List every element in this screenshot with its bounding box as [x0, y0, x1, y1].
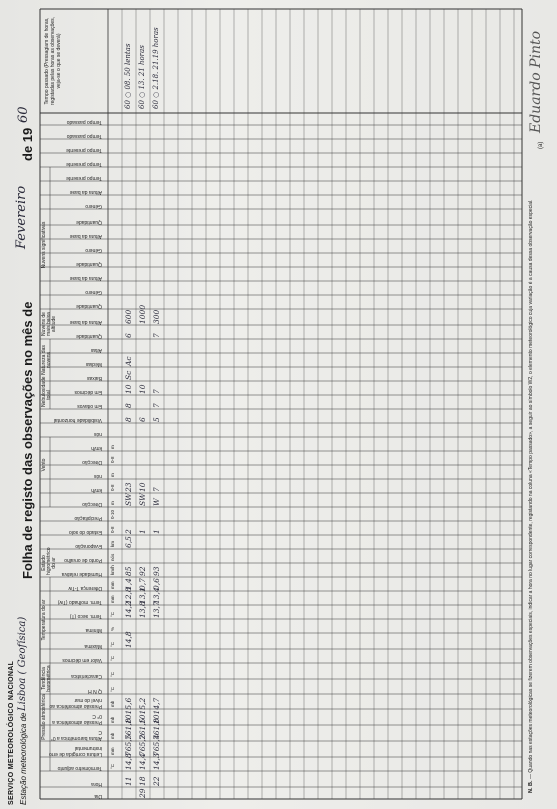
column-header: Altura da base: [69, 233, 102, 239]
unit-label: °C: [110, 763, 115, 769]
column-group-header: Estado higrométrico do ar: [41, 547, 57, 575]
cell-seco: 13,8: [138, 601, 147, 618]
column-header: Baixas: [86, 375, 102, 381]
column-header: Altura da base: [69, 275, 102, 281]
month-value: Fevereiro: [14, 185, 29, 249]
cell-oitavos: 8: [124, 403, 133, 408]
column-header: Ponto de orvalho: [64, 557, 102, 563]
cell-dif: 0,7: [138, 578, 147, 590]
column-header: Q N H: [88, 688, 102, 694]
column-header: Dia: [94, 793, 102, 799]
unit-label: %: [110, 626, 115, 631]
column-header: Quantidade: [76, 333, 102, 339]
station-value: Lisboa ( Geofísica): [17, 616, 28, 711]
cell-maxima: 14,8: [124, 631, 133, 648]
cell-vis: 5: [152, 417, 161, 422]
column-header: Género: [85, 247, 102, 253]
column-header: nós: [93, 473, 102, 479]
column-group-header: Natureza das nuvens: [41, 345, 52, 375]
cell-dia: 29: [138, 788, 147, 798]
cell-evap: 6,5: [124, 536, 133, 548]
column-header: km/h: [91, 487, 102, 493]
column-header: Género: [85, 289, 102, 295]
cell-tempo-passado: 60 ○ 2.18. 21.19 horas: [152, 27, 160, 109]
footnote-label: N. B.: [528, 780, 534, 793]
column-header: Term. molhado (Tw): [57, 599, 102, 605]
cell-altura: 761,8: [152, 718, 161, 740]
column-header: Direcção: [82, 459, 102, 465]
footnote: — Quando nas estações meteorológicas se fizerem observações especiais, indicar a hora no lugar correspondente, registando na coluna «Tempo passado», a seguir ao símbolo W2, o elemento meteorológico cuja variação é a causa dessa observação especial.: [528, 199, 534, 779]
cell-humidade: 85: [124, 566, 133, 576]
cell-dif: 0,6: [152, 578, 161, 590]
column-header: Máxima: [84, 643, 102, 649]
cell-hora: 22: [152, 776, 161, 786]
year-prefix: de 19: [20, 127, 35, 161]
unit-label: °C: [110, 611, 115, 617]
column-header: Hora: [91, 781, 102, 787]
station-label: Estação meteorológica de: [19, 712, 28, 805]
cell-vis: 8: [124, 417, 133, 422]
column-group-header: Nebulosidade total: [41, 376, 52, 407]
cell-quant: 6: [124, 333, 133, 338]
column-group-header: Tendência barométrica: [41, 665, 52, 692]
unit-label: km: [110, 541, 115, 547]
unit-label: °C: [110, 671, 115, 677]
cell-leitura: 765,4: [152, 734, 161, 756]
cell-medias: Ac: [124, 356, 133, 366]
cell-solo: 2: [124, 529, 133, 534]
cell-vel: 23: [124, 482, 133, 492]
unit-label: 0-8: [110, 456, 115, 463]
column-header: Visibilidade horizontal: [53, 417, 102, 423]
cell-leitura: 765,5: [124, 734, 133, 756]
column-header: Quantidade: [76, 303, 102, 309]
column-header: Estado do solo: [68, 529, 102, 535]
column-group-header: Nuvens significativas: [41, 221, 47, 269]
unit-label: 0-8: [110, 484, 115, 491]
column-header: Tempo passado: [66, 119, 102, 125]
column-group-header: Pressão atmosférica: [41, 694, 47, 740]
column-header: Leitura corrigida de erro instrumental: [48, 745, 102, 757]
cell-molhado: 13,4: [152, 587, 161, 604]
cell-dir: SW: [138, 493, 147, 506]
unit-label: m: [110, 445, 115, 449]
tempo-passado-header: Tempo passado (Pressagiam de horas, registadas pelas horas as observações, veja-se o que se deverá): [44, 16, 62, 106]
cell-dif: 1,4: [124, 578, 133, 590]
cell-quant: 7: [152, 333, 161, 338]
cell-base: 600: [124, 309, 133, 324]
cell-vis: 6: [138, 417, 147, 422]
unit-label: m: [110, 501, 115, 505]
column-header: Altura da base: [69, 189, 102, 195]
page-title: Folha de registo das observações no mês de: [20, 301, 35, 579]
cell-tempo-passado: 60 ○ 08. 50 lentas: [124, 43, 132, 109]
cell-hora: 11: [124, 776, 133, 786]
cell-dir: W: [152, 498, 161, 506]
column-header: km/h: [91, 445, 102, 451]
unit-label: 0-8: [110, 526, 115, 533]
cell-altura: 761,8: [124, 718, 133, 740]
signature: Eduardo Pinto: [528, 30, 544, 133]
cell-baixas: Sc: [124, 370, 133, 380]
unit-label: nós: [110, 553, 115, 561]
cell-seco: 14,2: [124, 601, 133, 618]
cell-solo: 1: [152, 529, 161, 534]
cell-dir: SW: [124, 493, 133, 506]
column-group-header: Temperatura do ar: [41, 599, 47, 641]
unit-label: °C: [110, 655, 115, 661]
column-header: Altas: [90, 347, 102, 353]
column-group-header: Vento: [41, 458, 47, 472]
unit-label: mm: [110, 581, 115, 589]
signature-label: (a): [538, 141, 544, 149]
cell-base: 300: [152, 309, 161, 324]
cell-decimos: 10: [138, 384, 147, 394]
cell-pressao: 1014,7: [152, 697, 161, 724]
cell-termometro: 14,3: [152, 753, 161, 770]
column-header: Evaporação: [75, 543, 102, 549]
column-group-header: Nuvens de mais baixa altitude: [41, 312, 57, 336]
column-header: Altura da base: [69, 319, 102, 325]
column-header: Característica: [71, 673, 102, 679]
unit-label: m: [110, 473, 115, 477]
cell-decimos: 7: [152, 389, 161, 394]
unit-label: 0-10: [110, 509, 115, 519]
cell-altura: 761,5: [138, 718, 147, 740]
unit-label: mb: [110, 732, 115, 739]
column-header: Quantidade: [76, 261, 102, 267]
cell-molhado: 12,8: [124, 587, 133, 604]
cell-molhado: 13,1: [138, 587, 147, 604]
column-header: Direcção: [82, 501, 102, 507]
column-header: Em oitavos: [77, 403, 102, 409]
cell-tempo-passado: 60 ○ 13. 21 horas: [138, 45, 146, 109]
column-header: Tempo passado: [66, 133, 102, 139]
cell-solo: 1: [138, 529, 147, 534]
unit-label: mb: [110, 716, 115, 723]
column-header: Tempo presente: [66, 147, 102, 153]
column-header: Médias: [85, 361, 102, 367]
column-header: Valor em décimos: [62, 657, 102, 663]
unit-label: °C: [110, 686, 115, 692]
cell-humidade: 93: [152, 566, 161, 576]
cell-pressao: 1015,6: [124, 697, 133, 724]
column-header: Quantidade: [76, 219, 102, 225]
cell-vel: 10: [138, 482, 147, 492]
cell-base: 1000: [138, 304, 147, 324]
service-name: SERVIÇO METEOROLÓGICO NACIONAL: [8, 660, 15, 805]
unit-label: mm: [110, 747, 115, 755]
unit-label: mm: [110, 595, 115, 603]
cell-hora: 18: [138, 776, 147, 786]
year-value: 60: [16, 106, 31, 123]
column-header: Altura barométrica a 0° C: [50, 729, 102, 741]
cell-vel: 7: [152, 487, 161, 492]
unit-label: mb: [110, 700, 115, 707]
cell-humidade: 92: [138, 566, 147, 576]
cell-pressao: 1015,2: [138, 697, 147, 724]
column-header: Pressão atmosférica a 0° C: [52, 713, 102, 725]
cell-termometro: 14,4: [138, 753, 147, 770]
column-header: Termómetro adjunto: [57, 765, 102, 771]
unit-label: km/h: [110, 565, 115, 575]
column-header: Tempo presente: [66, 175, 102, 181]
column-header: Tempo presente: [66, 161, 102, 167]
cell-seco: 13,7: [152, 601, 161, 618]
column-header: Humidade relativa: [61, 571, 102, 577]
column-header: Precipitação: [74, 515, 102, 521]
column-header: Em décimos: [74, 389, 102, 395]
column-header: Género: [85, 203, 102, 209]
column-header: nós: [93, 431, 102, 437]
unit-label: °C: [110, 641, 115, 647]
column-header: Pressão atmosférica ao nível do mar: [49, 697, 102, 709]
cell-decimos: 10: [124, 384, 133, 394]
cell-termometro: 14,8: [124, 753, 133, 770]
column-header: Term. seco (T): [69, 613, 102, 619]
column-header: Diferença T-Tw: [68, 585, 102, 591]
column-header: Mínima: [85, 627, 102, 633]
cell-oitavos: 7: [152, 403, 161, 408]
cell-leitura: 765,2: [138, 734, 147, 756]
